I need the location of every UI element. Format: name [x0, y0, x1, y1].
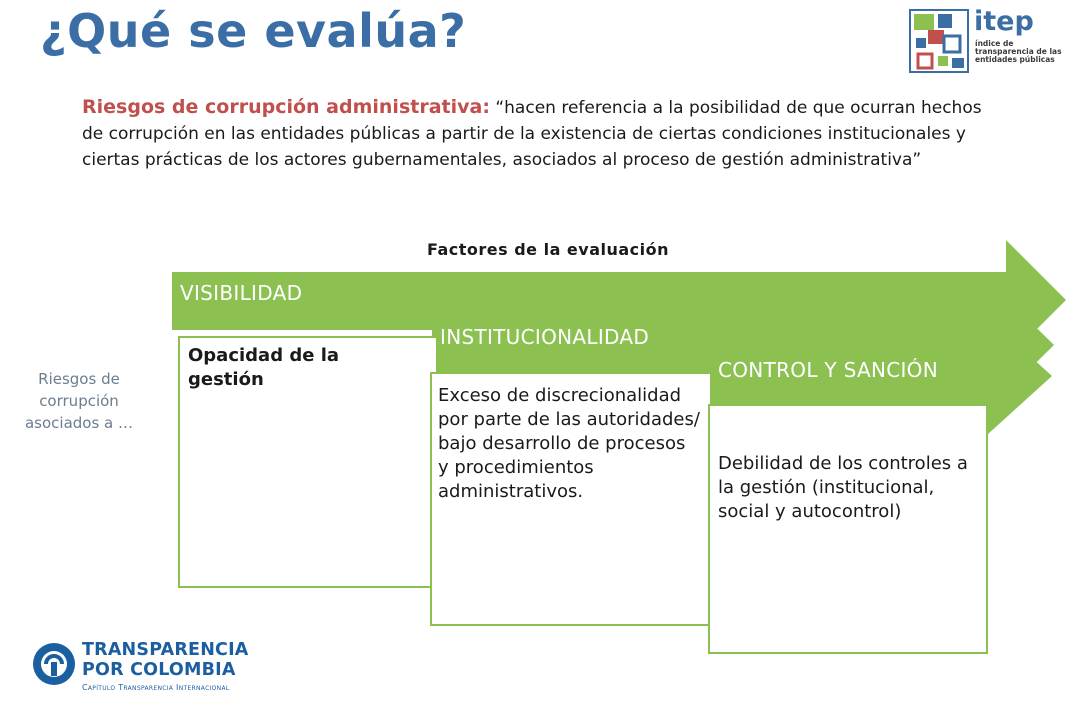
itep-logo-subtitle: índice de transparencia de las entidades públicas — [975, 39, 1062, 64]
side-note: Riesgos de corrupción asociados a … — [24, 370, 134, 432]
transparencia-logo-line2: POR COLOMBIA — [82, 660, 236, 680]
factor-card-control-sancion — [708, 404, 988, 654]
factor-label-control-sancion: CONTROL Y SANCIÓN — [718, 358, 938, 382]
transparencia-logo-line1: TRANSPARENCIA — [82, 640, 249, 660]
factor-text-control-sancion: Debilidad de los controles a la gestión (institucional, social y autocontrol) — [718, 453, 968, 522]
transparencia-logo-line3: Capítulo Transparencia Internacional — [82, 683, 230, 692]
itep-logo-name: itep — [974, 6, 1034, 37]
definition-heading: Riesgos de corrupción administrativa: — [82, 96, 490, 118]
factors-title: Factores de la evaluación — [426, 240, 670, 259]
factor-text-institucionalidad: Exceso de discrecionalidad por parte de las autoridades/ bajo desarrollo de procesos y procedimientos administrativos. — [438, 385, 700, 502]
transparencia-por-colombia-logo — [30, 636, 250, 700]
factor-label-visibilidad: VISIBILIDAD — [180, 281, 303, 305]
factor-card-visibilidad — [178, 336, 438, 588]
transparencia-globe-icon — [30, 640, 78, 688]
page-title: ¿Qué se evalúa? — [40, 4, 467, 58]
factor-card-institucionalidad — [430, 372, 712, 626]
definition-quote: “hacen referencia a la posibilidad de que ocurran hechos de corrupción en las entidades públicas a partir de la existencia de ciertas condiciones institucionales y ciertas prácticas de los actores gubernamentales, asociados al proceso de gestión administrativa” — [82, 98, 982, 170]
factor-text-visibilidad: Opacidad de la gestión — [188, 345, 340, 390]
factor-label-institucionalidad: INSTITUCIONALIDAD — [440, 325, 650, 349]
